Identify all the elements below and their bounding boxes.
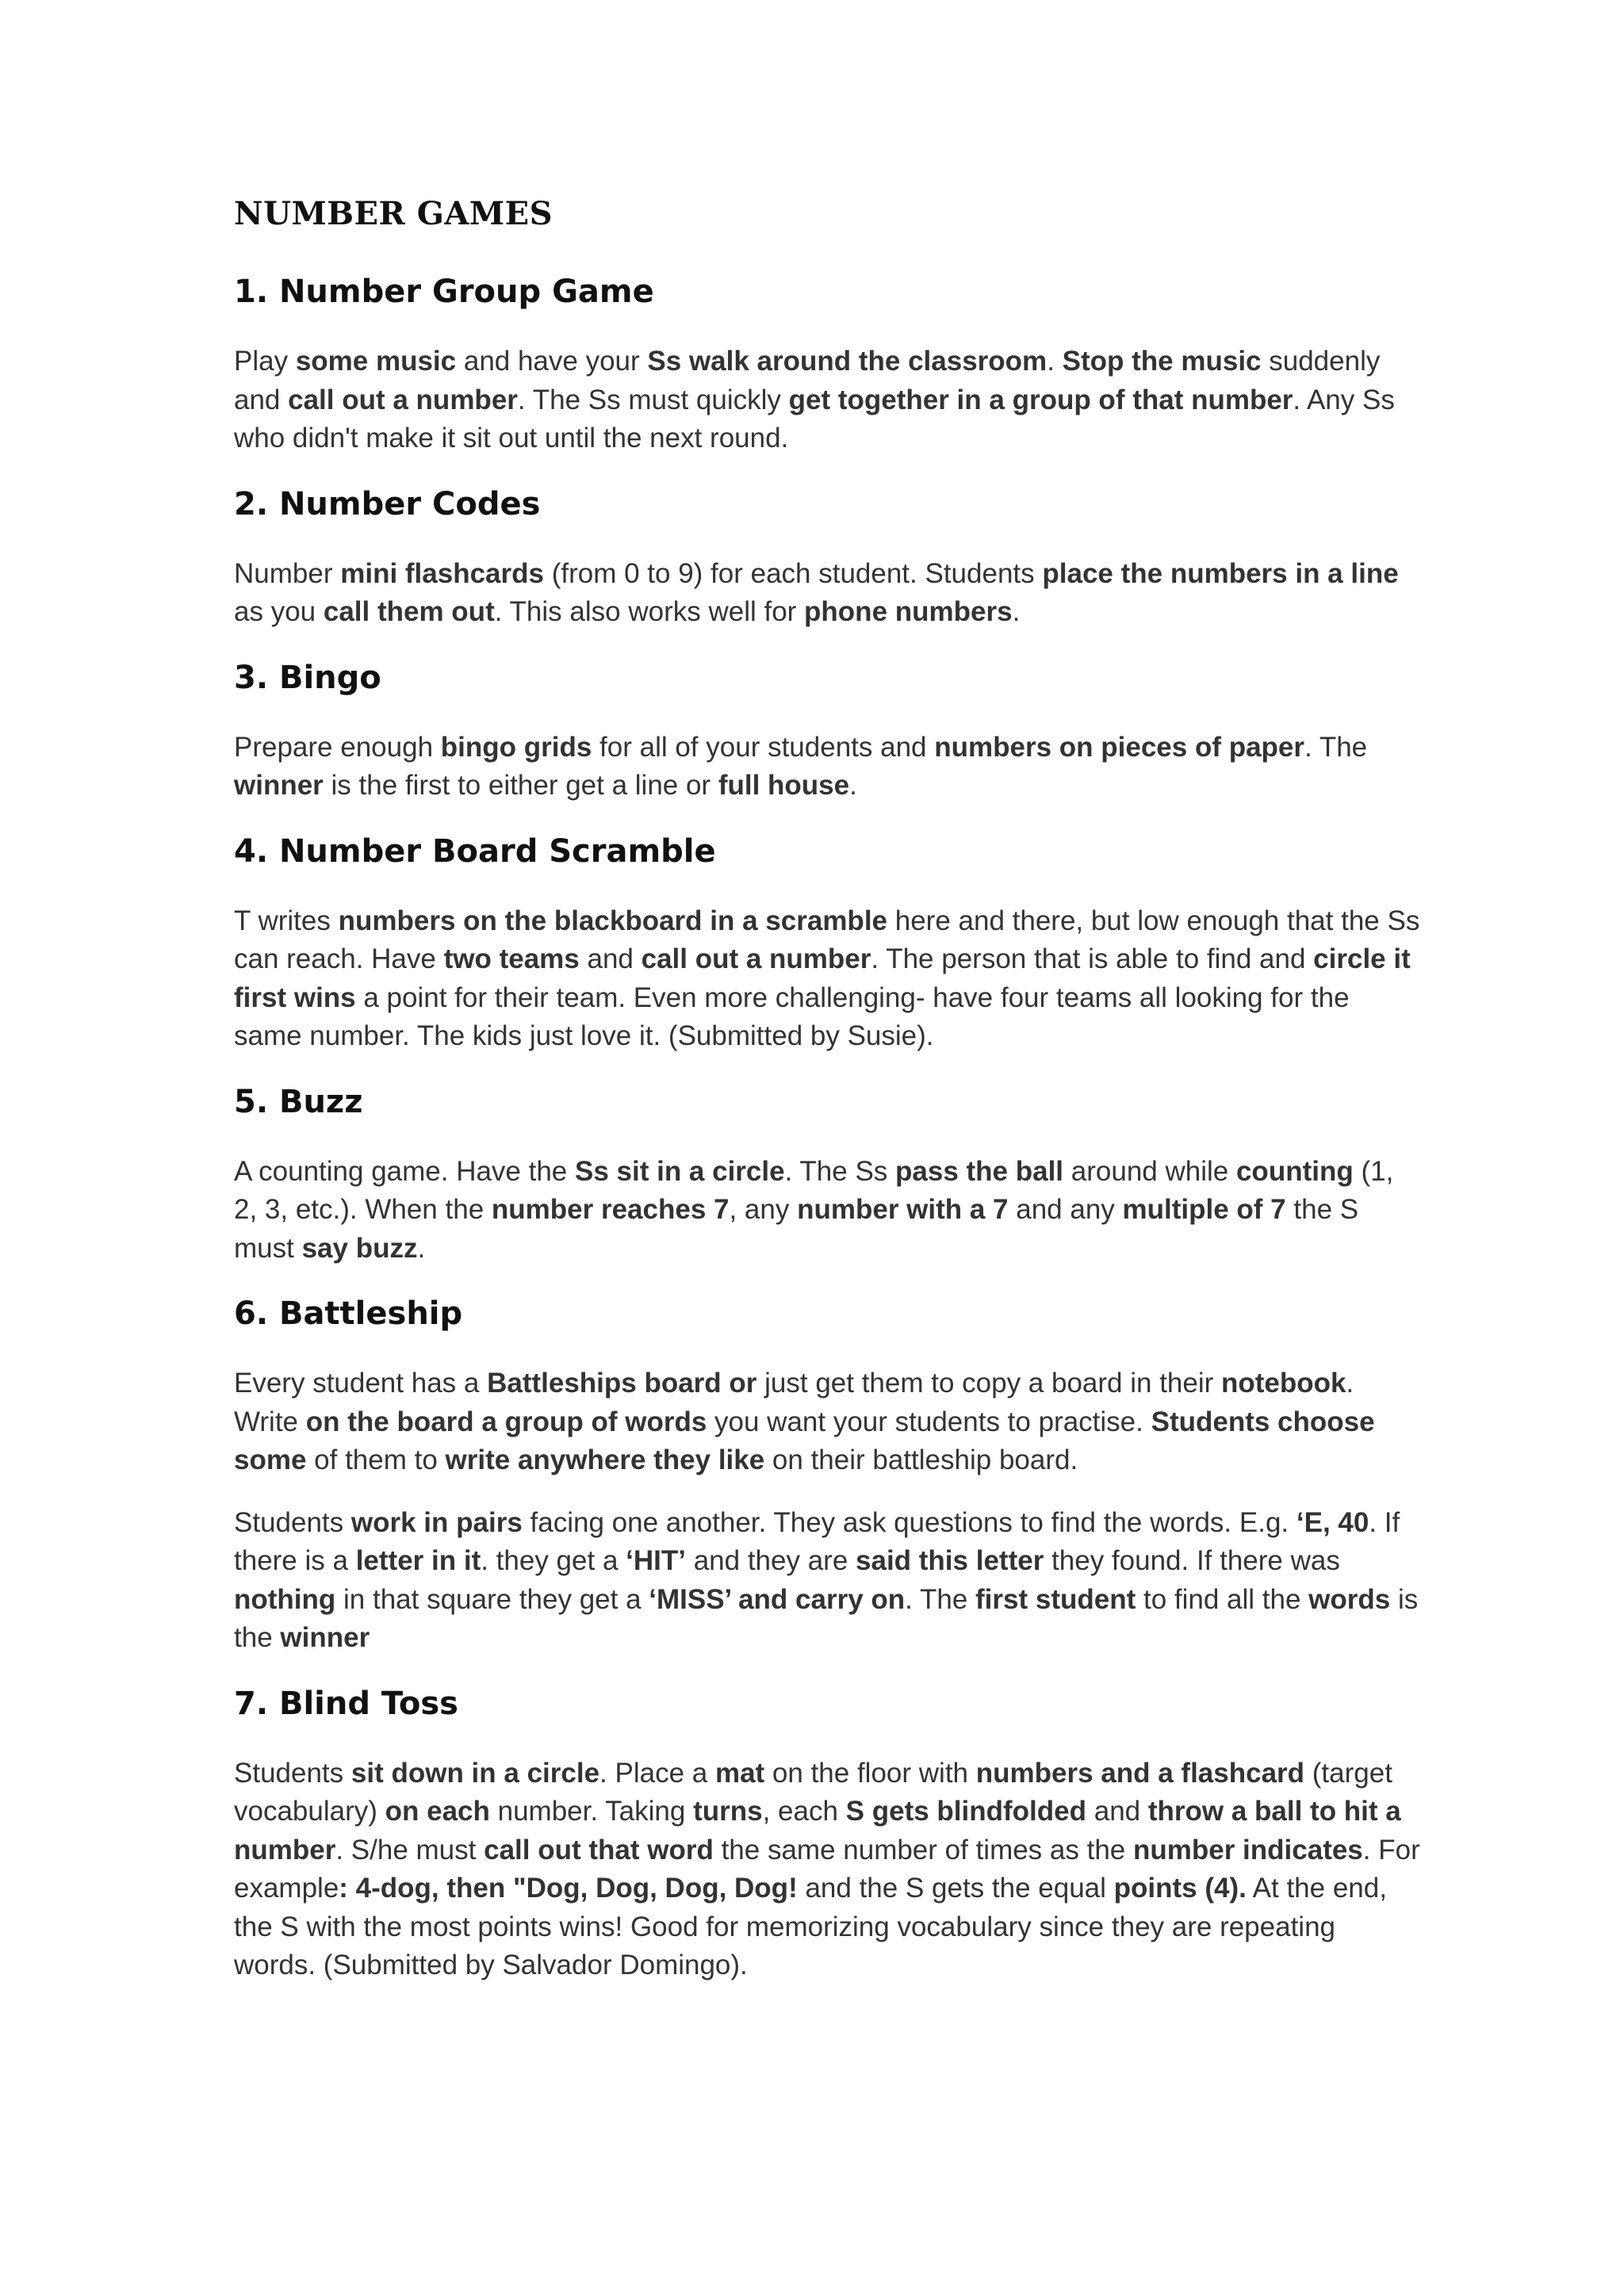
section-heading: 3. Bingo (234, 659, 381, 696)
section-heading: 5. Buzz (234, 1083, 363, 1120)
section (234, 1682, 1423, 1985)
document-title: NUMBER GAMES (234, 195, 553, 232)
section-paragraph (234, 1504, 1423, 1658)
bold-text: number reaches 7 (491, 1194, 730, 1225)
section-paragraph (234, 555, 1423, 632)
bold-text: nothing (234, 1583, 336, 1615)
text-run: . The Ss (784, 1155, 896, 1187)
text-run: on the floor with (764, 1757, 976, 1789)
text-run: Every student has a (234, 1368, 488, 1399)
bold-text: Ss walk around the classroom (647, 346, 1048, 377)
bold-text: winner (234, 770, 324, 801)
bold-text: Stop the music (1062, 346, 1262, 377)
text-run: number. Taking (489, 1796, 694, 1827)
bold-text: counting (1235, 1155, 1354, 1187)
bold-text: call out a number (288, 384, 518, 415)
text-run: and (579, 943, 642, 974)
bold-text: write anywhere they like (445, 1445, 765, 1475)
bold-text: Ss sit in a circle (575, 1155, 785, 1187)
section (234, 656, 1423, 806)
section (234, 1292, 1423, 1658)
bold-text: say buzz (301, 1232, 418, 1264)
text-run: is the (234, 1583, 1419, 1653)
bold-text: ‘MISS’ and carry on (649, 1583, 906, 1615)
text-run: . Any Ss who didn't make it sit out until the next round. (234, 384, 1395, 453)
bold-text: work in pairs (350, 1506, 523, 1538)
bold-text: turns (693, 1796, 763, 1827)
section-heading: 7. Blind Toss (234, 1685, 458, 1722)
text-run: and the S gets the equal (797, 1873, 1114, 1904)
bold-text: two teams (443, 943, 580, 974)
text-run: (target vocabulary) (234, 1757, 1392, 1827)
text-run: At the end, the S with the most points wins! Good for memorizing vocabulary since they are repeating words. (Submitted by Salvador Domingo). (234, 1873, 1387, 1980)
bold-text: bingo grids (440, 731, 592, 763)
text-run: and any (1008, 1194, 1123, 1225)
bold-text: on the board a group of words (305, 1406, 707, 1437)
bold-text: numbers on pieces of paper (934, 731, 1305, 763)
text-run: . The (1304, 731, 1368, 763)
bold-text: ‘E, 40 (1296, 1506, 1369, 1538)
section-paragraph (234, 902, 1423, 1056)
text-run: (1, 2, 3, etc.). When the (234, 1155, 1394, 1225)
text-run: suddenly and (234, 346, 1381, 415)
bold-text: pass the ball (895, 1155, 1064, 1187)
text-run: a point for their team. Even more challenging- have four teams all looking for the same number. The kids just love it. (Submitted by Susie). (234, 982, 1350, 1051)
text-run: they found. If there was (1044, 1545, 1340, 1576)
bold-text: number indicates (1132, 1834, 1363, 1866)
section-heading: 1. Number Group Game (234, 274, 654, 310)
section (234, 482, 1423, 632)
bold-text: get together in a group of that number (788, 384, 1293, 415)
bold-text: letter in it (355, 1545, 481, 1576)
text-run: Prepare enough (234, 731, 441, 763)
text-run: and have your (456, 346, 648, 377)
bold-text: points (4). (1113, 1873, 1247, 1904)
text-run: T writes (234, 905, 339, 936)
text-run: . This also works well for (494, 596, 805, 627)
text-run: A counting game. Have the (234, 1155, 575, 1187)
bold-text: throw a ball to hit a number (234, 1796, 1401, 1866)
text-run: you want your students to practise. (707, 1406, 1151, 1437)
section (234, 829, 1423, 1056)
text-run: . Write (234, 1368, 1354, 1437)
section-paragraph (234, 1153, 1423, 1269)
text-run: just get them to copy a board in their (756, 1368, 1222, 1399)
bold-text: Students choose some (234, 1406, 1375, 1475)
section-paragraph (234, 729, 1423, 806)
bold-text: words (1308, 1583, 1391, 1615)
text-run: , each (762, 1796, 846, 1827)
bold-text: phone numbers (804, 596, 1013, 627)
text-run: . The Ss must quickly (517, 384, 789, 415)
section (234, 1080, 1423, 1269)
bold-text: full house (718, 770, 850, 801)
text-run: the same number of times as the (713, 1834, 1133, 1866)
text-run: . Place a (599, 1757, 715, 1789)
section-heading: 4. Number Board Scramble (234, 832, 716, 870)
section-paragraph (234, 1364, 1423, 1480)
text-run: is the first to either get a line or (323, 770, 718, 801)
text-run: . (1047, 346, 1063, 377)
bold-text: numbers and a flashcard (975, 1757, 1305, 1789)
text-run: and they are (685, 1545, 856, 1576)
text-run: . (1012, 596, 1021, 627)
text-run: . If there is a (234, 1506, 1400, 1576)
bold-text: mat (714, 1757, 765, 1789)
bold-text: call out that word (484, 1834, 714, 1866)
text-run: of them to (306, 1445, 446, 1475)
text-run: around while (1063, 1155, 1236, 1187)
text-run: . (849, 770, 857, 801)
bold-text: multiple of 7 (1122, 1194, 1286, 1225)
section (234, 270, 1423, 458)
section-heading: 6. Battleship (234, 1295, 463, 1332)
bold-text: ‘HIT’ (626, 1545, 686, 1576)
bold-text: mini flashcards (340, 557, 544, 589)
sections-container (234, 270, 1423, 1985)
bold-text: notebook (1221, 1368, 1346, 1399)
text-run: . they get a (481, 1545, 626, 1576)
text-run: as you (234, 596, 324, 627)
text-run: . For example (234, 1834, 1420, 1904)
bold-text: sit down in a circle (350, 1757, 600, 1789)
bold-text: winner (280, 1622, 370, 1653)
text-run: for all of your students and (592, 731, 935, 763)
bold-text: said this letter (856, 1545, 1044, 1576)
bold-text: call out a number (641, 943, 871, 974)
bold-text: number with a 7 (797, 1194, 1009, 1225)
bold-text: S gets blindfolded (845, 1796, 1086, 1827)
bold-text: numbers on the blackboard in a scramble (338, 905, 888, 936)
bold-text: : 4-dog, then "Dog, Dog, Dog, Dog! (339, 1873, 798, 1904)
document-page (234, 190, 1423, 2009)
text-run: facing one another. They ask questions to find the words. E.g. (522, 1506, 1297, 1538)
text-run: . The person that is able to find and (871, 943, 1314, 974)
bold-text: some music (295, 346, 457, 377)
text-run: to find all the (1136, 1583, 1309, 1615)
text-run: Students (234, 1506, 351, 1538)
bold-text: place the numbers in a line (1042, 557, 1399, 589)
text-run: , any (729, 1194, 798, 1225)
bold-text: call them out (323, 596, 495, 627)
text-run: and (1086, 1796, 1148, 1827)
text-run: Number (234, 557, 341, 589)
text-run: here and there, but low enough that the Ss can reach. Have (234, 905, 1420, 974)
text-run: Students (234, 1757, 351, 1789)
text-run: . The (905, 1583, 976, 1615)
text-run: . S/he must (335, 1834, 485, 1866)
text-run: on their battleship board. (764, 1445, 1078, 1475)
bold-text: on each (385, 1796, 490, 1827)
text-run: the S must (234, 1194, 1359, 1264)
bold-text: first student (975, 1583, 1136, 1615)
section-paragraph (234, 342, 1423, 458)
text-run: Play (234, 346, 296, 377)
text-run: . (417, 1232, 426, 1264)
bold-text: Battleships board or (487, 1368, 757, 1399)
text-run: in that square they get a (335, 1583, 649, 1615)
text-run: (from 0 to 9) for each student. Students (543, 557, 1043, 589)
section-heading: 2. Number Codes (234, 485, 541, 522)
section-paragraph (234, 1755, 1423, 1985)
bold-text: circle it first wins (234, 943, 1411, 1013)
